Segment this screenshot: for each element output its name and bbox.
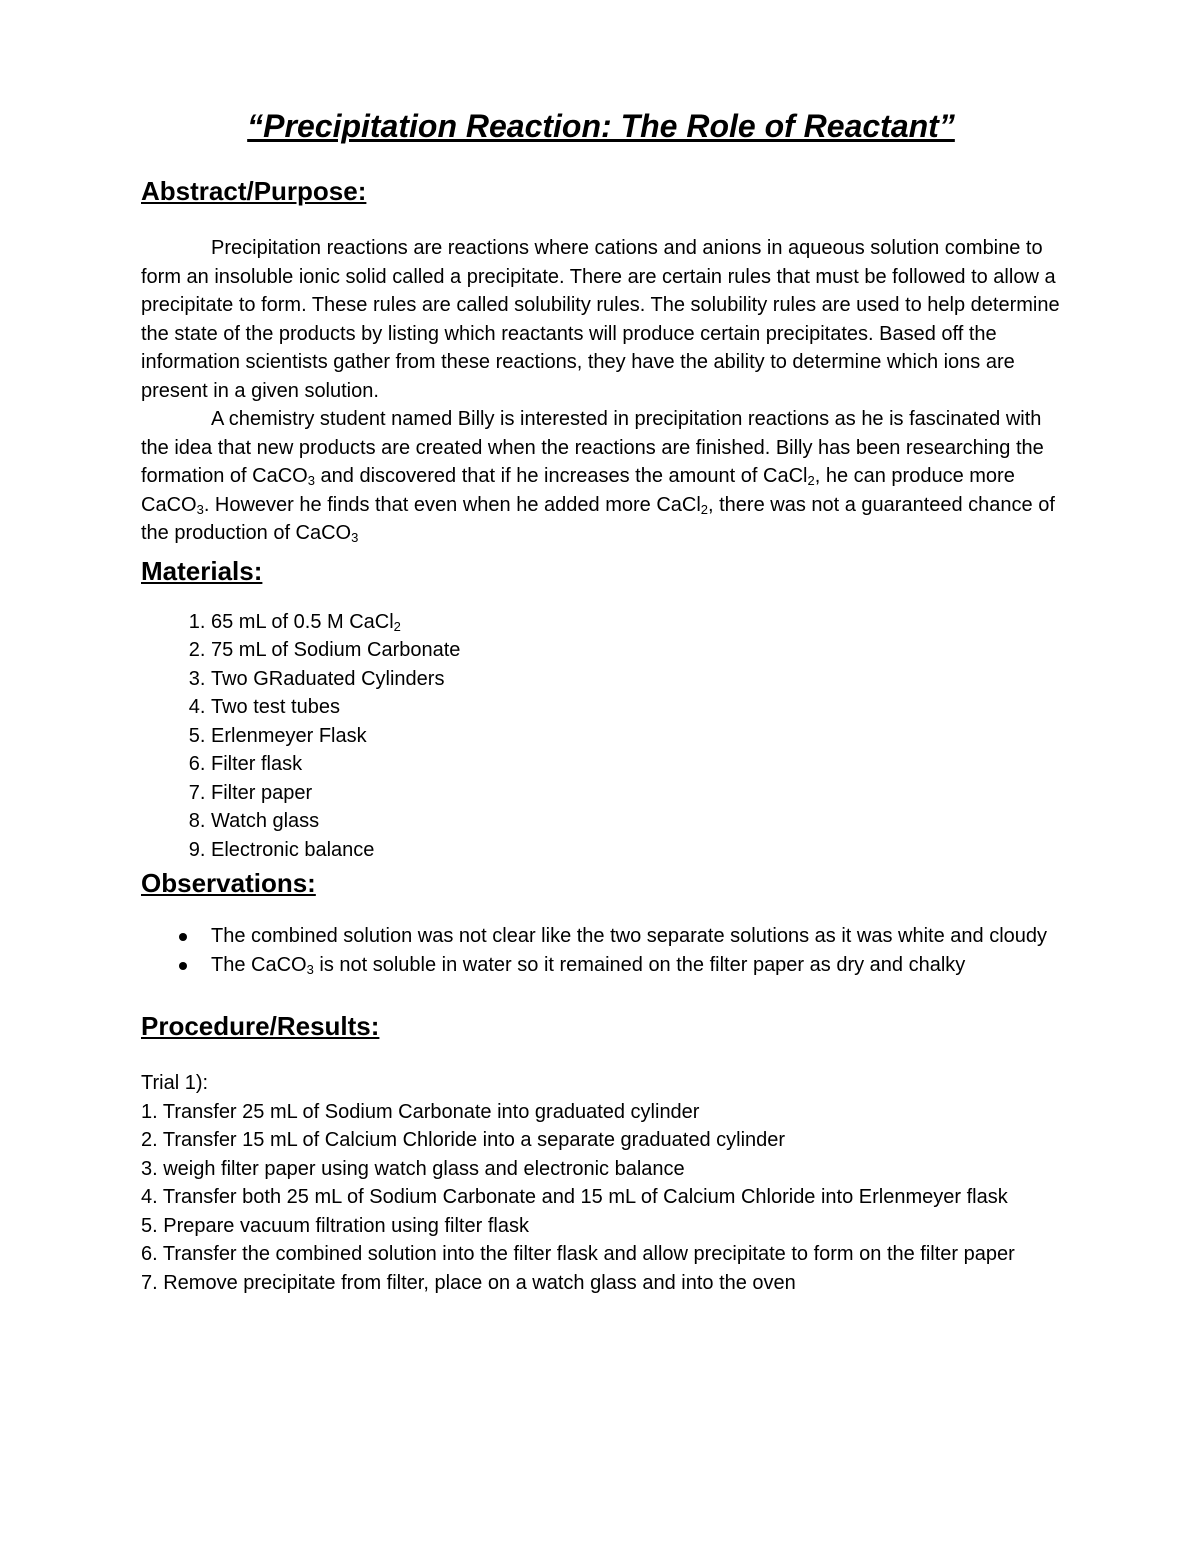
list-item: The combined solution was not clear like the two separate solutions as it was white and cloudy <box>211 922 1061 951</box>
procedure-step: 2. Transfer 15 mL of Calcium Chloride into a separate graduated cylinder <box>141 1129 786 1151</box>
list-item: 6. Filter flask <box>211 750 1061 779</box>
procedure-section <box>141 1069 1061 1297</box>
procedure-step: 4. Transfer both 25 mL of Sodium Carbonate and 15 mL of Calcium Chloride into Erlenmeyer flask <box>141 1186 1008 1208</box>
procedure-heading: Procedure/Results: <box>141 1011 380 1041</box>
list-item: 8. Watch glass <box>211 807 1061 836</box>
list-item: 4. Two test tubes <box>211 693 1061 722</box>
document-page <box>141 100 1061 1297</box>
list-item: 3. Two GRaduated Cylinders <box>211 665 1061 694</box>
list-item: 1. 65 mL of 0.5 M CaCl$_2$ <box>211 608 1061 637</box>
list-item: The CaCO$_3$ is not soluble in water so it remained on the filter paper as dry and chalky <box>211 951 1061 980</box>
procedure-step: 7. Remove precipitate from filter, place on a watch glass and into the oven <box>141 1271 796 1294</box>
procedure-step: 1. Transfer 25 mL of Sodium Carbonate into graduated cylinder <box>141 1100 700 1123</box>
procedure-step: 3. weigh filter paper using watch glass and electronic balance <box>141 1157 685 1180</box>
materials-list <box>141 608 1061 865</box>
abstract-section <box>141 234 1061 548</box>
procedure-step: 5. Prepare vacuum filtration using filter flask <box>141 1214 529 1237</box>
list-item: 5. Erlenmeyer Flask <box>211 722 1061 751</box>
list-item: 2. 75 mL of Sodium Carbonate <box>211 636 1061 665</box>
observations-list <box>141 922 1061 979</box>
list-item: 7. Filter paper <box>211 779 1061 808</box>
trial-label: Trial 1): <box>141 1072 209 1094</box>
observations-heading: Observations: <box>141 868 316 898</box>
document-title: “Precipitation Reaction: The Role of Reactant” <box>247 108 955 144</box>
abstract-paragraph-2: A chemistry student named Billy is interested in precipitation reactions as he is fascinated with the idea that new products are created when the reactions are finished. Billy has been researching the formation of CaCO$_3$ and discovered that if he increases the amount of CaCl$_2$, he can produce more CaCO$_3$. However he finds that even when he added more CaCl$_2$, there was not a guaranteed chance of the production of CaCO$_3$ <box>141 408 1055 545</box>
list-item: 9. Electronic balance <box>211 836 1061 865</box>
abstract-paragraph-1: Precipitation reactions are reactions where cations and anions in aqueous solution combine to form an insoluble ionic solid called a precipitate. There are certain rules that must be followed to allow a precipitate to form. These rules are called solubility rules. The solubility rules are used to help determine the state of the products by listing which reactants will produce certain precipitates. Based off the information scientists gather from these reactions, they have the ability to determine which ions are present in a given solution. <box>141 237 1060 402</box>
procedure-step: 6. Transfer the combined solution into the filter flask and allow precipitate to form on the filter paper <box>141 1243 1015 1265</box>
abstract-heading: Abstract/Purpose: <box>141 176 367 206</box>
materials-heading: Materials: <box>141 555 263 586</box>
